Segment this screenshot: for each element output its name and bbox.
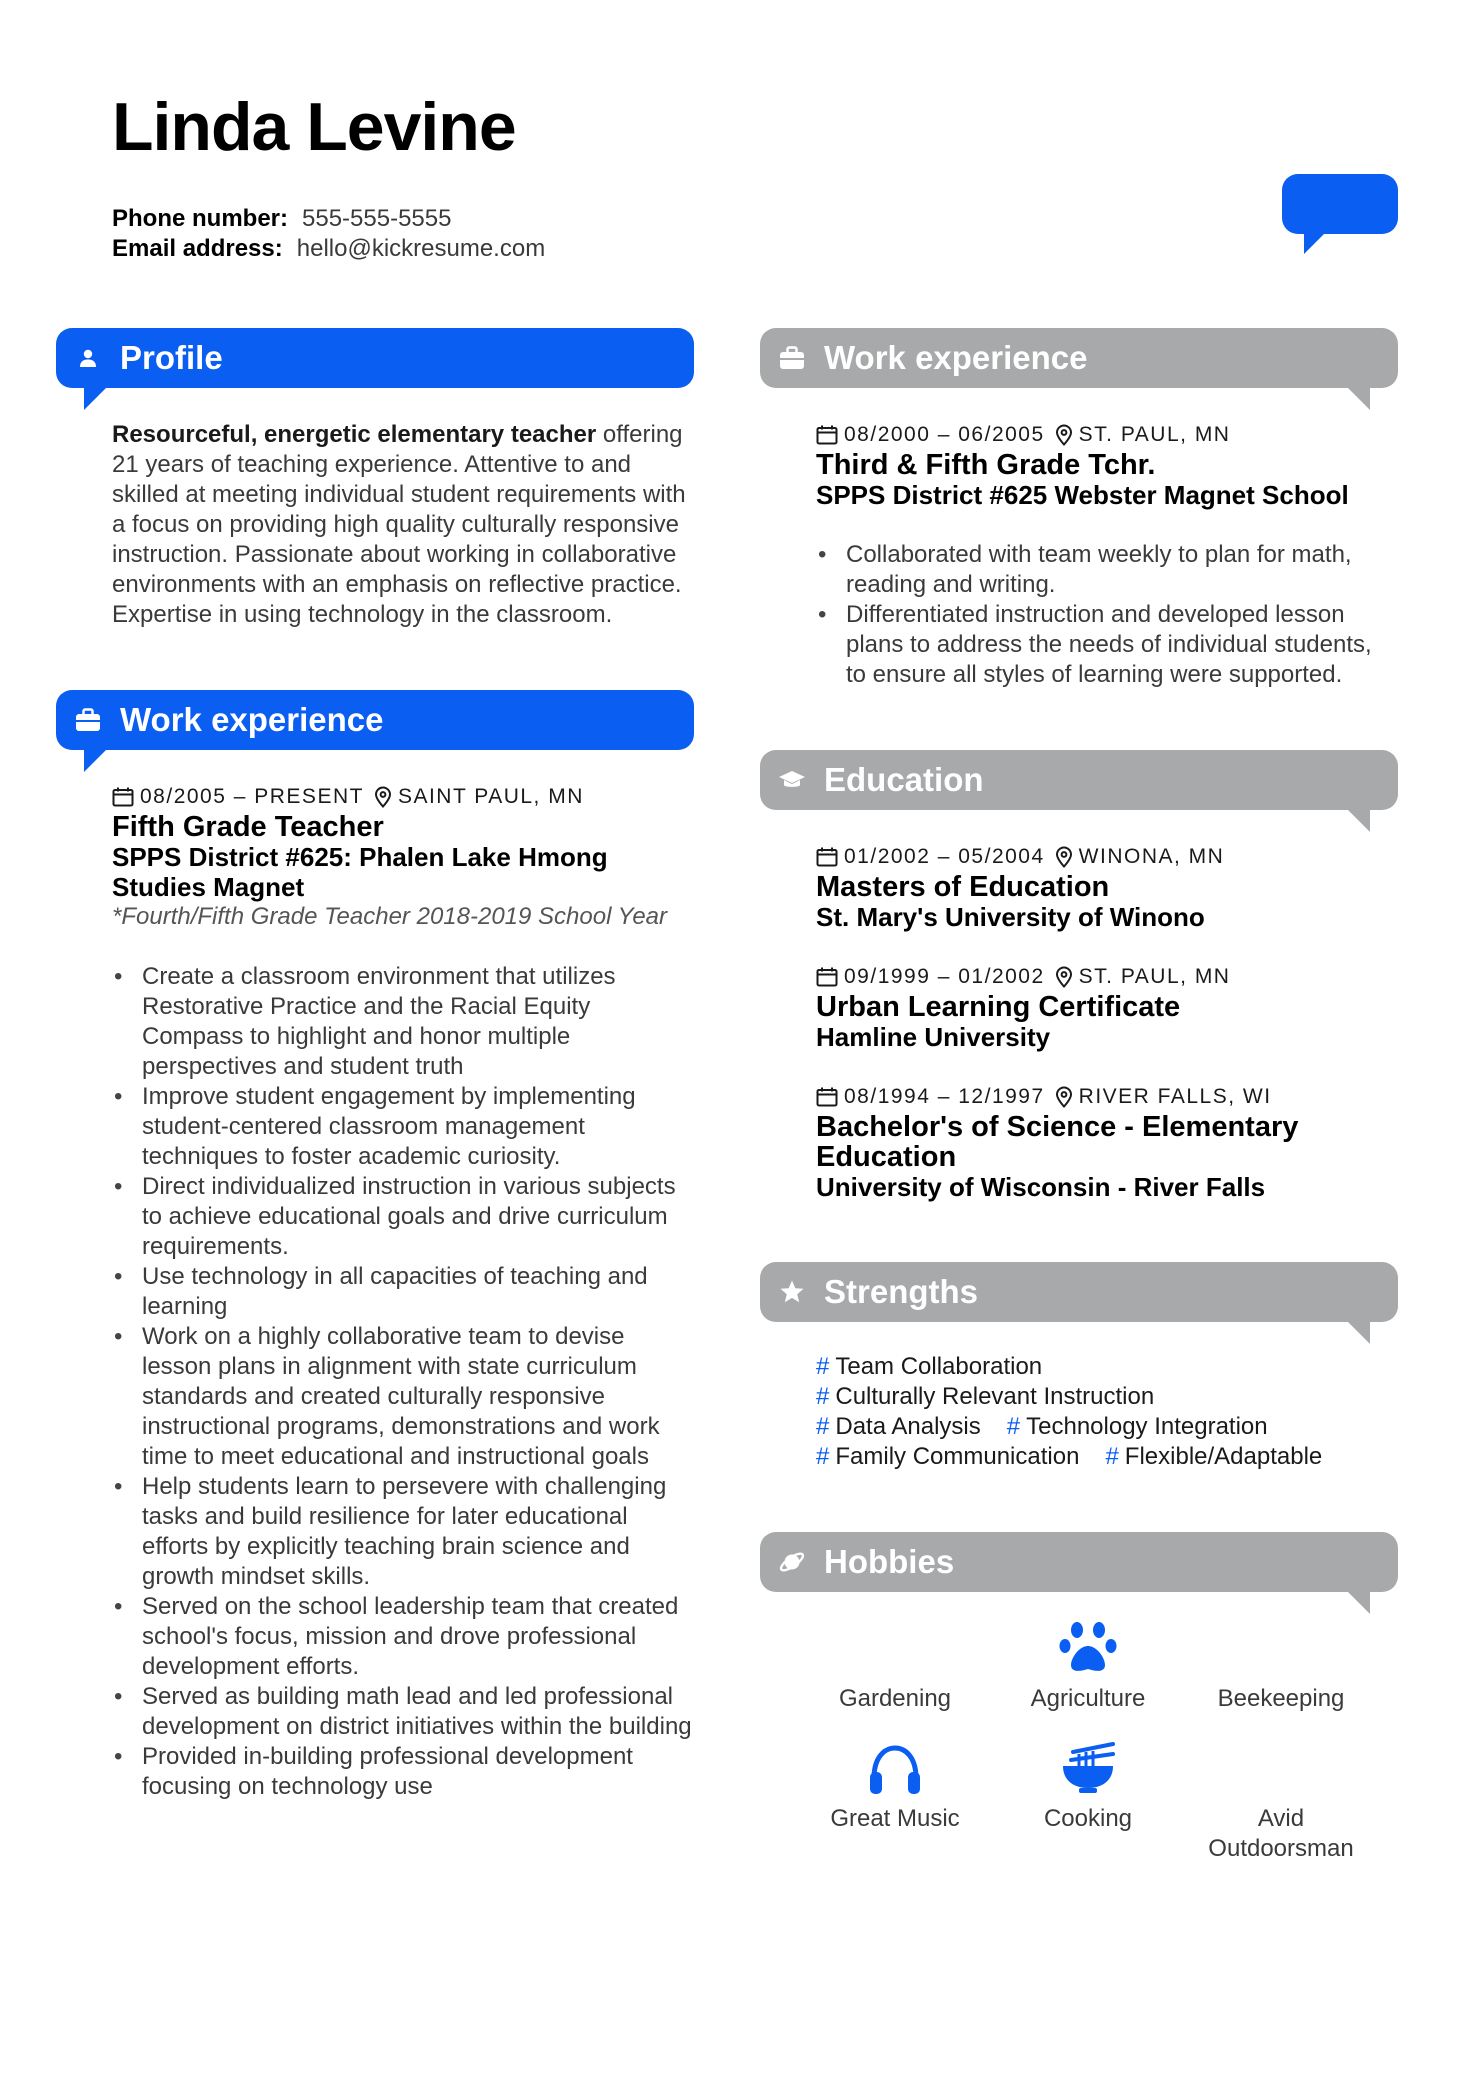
location-pin-icon (374, 786, 392, 808)
calendar-icon (816, 967, 838, 987)
list-item: • Help students learn to persevere with challenging tasks and build resilience for later educational efforts by explicitly teaching brain science and growth mindset skills. (112, 1472, 694, 1592)
strength-tag (1105, 1443, 1322, 1470)
list-item: • Create a classroom environment that utilizes Restorative Practice and the Racial Equity Compass to highlight and honor multiple perspectives and student truth (112, 962, 694, 1082)
education-item (816, 842, 1398, 932)
list-item: • Collaborated with team weekly to plan for math, reading and writing. (816, 540, 1398, 600)
work-entry-left (56, 782, 694, 1802)
strengths-list (760, 1352, 1398, 1472)
right-column (760, 328, 1398, 1892)
edu-location: RIVER FALLS, WI (1078, 1085, 1272, 1108)
list-item: • Improve student engagement by implementing student-centered classroom management techniques to foster academic curiosity. (112, 1082, 694, 1172)
paw-icon (993, 1616, 1183, 1676)
left-column (56, 328, 694, 1802)
edu-degree: Urban Learning Certificate (816, 991, 1181, 1023)
briefcase-icon (74, 706, 102, 734)
edu-location: ST. PAUL, MN (1078, 965, 1231, 988)
hobby-label: Avid Outdoorsman (1208, 1805, 1354, 1862)
job-dates: 08/2000 – 06/2005 (844, 423, 1045, 446)
candidate-name: Linda Levine (112, 89, 516, 165)
calendar-icon (112, 787, 134, 807)
job-org: SPPS District #625: Phalen Lake Hmong Studies Magnet (112, 842, 608, 902)
work-left-title: Work experience (120, 701, 384, 738)
list-item: • Direct individualized instruction in various subjects to achieve educational goals and drive curriculum requirements. (112, 1172, 694, 1262)
job-dates: 08/2005 – PRESENT (140, 785, 364, 808)
hobbies-title: Hobbies (824, 1543, 955, 1580)
strength-tag (816, 1443, 1079, 1470)
strength-row (816, 1382, 1398, 1412)
phone-row (112, 204, 545, 234)
briefcase-icon (778, 344, 806, 372)
list-item: • Provided in-building professional development focusing on technology use (112, 1742, 694, 1802)
job-org: SPPS District #625 Webster Magnet School (816, 480, 1349, 510)
education-header (760, 750, 1398, 810)
list-item: • Served as building math lead and led professional development on district initiatives within the building (112, 1682, 694, 1742)
hash-mark: # (816, 1413, 830, 1440)
hobby-label: Cooking (1043, 1805, 1133, 1832)
work-right-title: Work experience (824, 339, 1088, 376)
strength-tag (816, 1413, 981, 1440)
strength-label: Family Communication (835, 1443, 1080, 1470)
job-title: Third & Fifth Grade Tchr. (816, 449, 1156, 481)
strengths-title: Strengths (824, 1273, 979, 1310)
strength-label: Culturally Relevant Instruction (835, 1383, 1155, 1410)
person-icon (74, 344, 102, 372)
hobby-item (1186, 1616, 1376, 1714)
job-bullets (816, 540, 1398, 690)
strength-label: Flexible/Adaptable (1124, 1443, 1323, 1470)
hobby-item (800, 1736, 990, 1834)
hobbies-header (760, 1532, 1398, 1592)
edu-school: Hamline University (816, 1022, 1051, 1052)
contact-block (112, 204, 545, 264)
strength-label: Technology Integration (1026, 1413, 1268, 1440)
hobby-label: Great Music (830, 1805, 960, 1832)
job-bullets (112, 962, 694, 1802)
noodle-bowl-icon (993, 1736, 1183, 1796)
work-entry-right (760, 420, 1398, 690)
hobbies-grid (760, 1602, 1398, 1892)
calendar-icon (816, 425, 838, 445)
edu-meta (816, 962, 1398, 992)
strength-label: Data Analysis (835, 1413, 981, 1440)
headphones-icon (800, 1736, 990, 1796)
job-meta (816, 420, 1398, 450)
edu-school: St. Mary's University of Winono (816, 902, 1205, 932)
calendar-icon (816, 1087, 838, 1107)
strength-label: Team Collaboration (835, 1353, 1043, 1380)
hobby-label: Gardening (838, 1685, 952, 1712)
job-note: *Fourth/Fifth Grade Teacher 2018-2019 School Year (112, 903, 668, 930)
location-pin-icon (1055, 846, 1073, 868)
profile-text: offering 21 years of teaching experience. Attentive to and skilled at meeting individual student requirements with a focus on providing high quality culturally responsive instruction. Passionate about working in collaborative environments with an emphasis on reflective practice. Expertise in using technology in the classroom. (112, 421, 686, 628)
education-item (816, 962, 1398, 1052)
star-icon (778, 1278, 806, 1306)
edu-meta (816, 1082, 1398, 1112)
calendar-icon (816, 847, 838, 867)
education-title: Education (824, 761, 984, 798)
job-title: Fifth Grade Teacher (112, 811, 384, 843)
edu-dates: 01/2002 – 05/2004 (844, 845, 1045, 868)
hash-mark: # (1006, 1413, 1021, 1440)
hobby-label: Agriculture (1030, 1685, 1146, 1712)
education-item (816, 1082, 1398, 1202)
job-location: SAINT PAUL, MN (397, 785, 584, 808)
profile-header (56, 328, 694, 388)
hobby-label: Beekeeping (1217, 1685, 1345, 1712)
strength-tag (816, 1353, 1042, 1380)
work-experience-header-right (760, 328, 1398, 388)
email-row (112, 234, 545, 264)
hash-mark: # (1105, 1443, 1119, 1470)
education-list (760, 842, 1398, 1202)
location-pin-icon (1055, 966, 1073, 988)
profile-title: Profile (120, 339, 223, 376)
profile-lead: Resourceful, energetic elementary teacher (112, 421, 597, 448)
strength-row (816, 1412, 1398, 1442)
edu-school: University of Wisconsin - River Falls (816, 1172, 1266, 1202)
strengths-header (760, 1262, 1398, 1322)
strength-row (816, 1442, 1398, 1472)
hobby-item (993, 1616, 1183, 1714)
phone-value: 555-555-5555 (302, 205, 452, 232)
strength-tag (1007, 1413, 1268, 1440)
location-pin-icon (1055, 1086, 1073, 1108)
work-experience-header-left (56, 690, 694, 750)
hash-mark: # (816, 1383, 830, 1410)
graduation-cap-icon (778, 766, 806, 794)
edu-dates: 09/1999 – 01/2002 (844, 965, 1045, 988)
profile-summary (56, 420, 694, 630)
strength-row (816, 1352, 1398, 1382)
location-pin-icon (1055, 424, 1073, 446)
job-location: ST. PAUL, MN (1078, 423, 1231, 446)
email-label: Email address: (112, 235, 283, 262)
list-item: • Work on a highly collaborative team to devise lesson plans in alignment with state curriculum standards and created culturally responsive instructional programs, demonstrations and work time to meet educational and instructional goals (112, 1322, 694, 1472)
edu-dates: 08/1994 – 12/1997 (844, 1085, 1045, 1108)
list-item: • Use technology in all capacities of teaching and learning (112, 1262, 694, 1322)
hash-mark: # (816, 1443, 830, 1470)
email-value: hello@kickresume.com (296, 235, 546, 262)
edu-meta (816, 842, 1398, 872)
planet-icon (778, 1548, 806, 1576)
phone-label: Phone number: (112, 205, 289, 232)
edu-location: WINONA, MN (1078, 845, 1225, 868)
hobby-item (1186, 1736, 1376, 1864)
hobby-item (993, 1736, 1183, 1834)
list-item: • Differentiated instruction and developed lesson plans to address the needs of individual students, to ensure all styles of learning were supported. (816, 600, 1398, 690)
edu-degree: Masters of Education (816, 871, 1110, 903)
strength-tag (816, 1383, 1154, 1410)
list-item: • Served on the school leadership team that created school's focus, mission and drove professional development efforts. (112, 1592, 694, 1682)
edu-degree: Bachelor's of Science - Elementary Education (816, 1111, 1299, 1173)
job-meta (112, 782, 694, 812)
hash-mark: # (816, 1353, 830, 1380)
speech-bubble-decoration (1282, 174, 1398, 234)
hobby-item (800, 1616, 990, 1714)
